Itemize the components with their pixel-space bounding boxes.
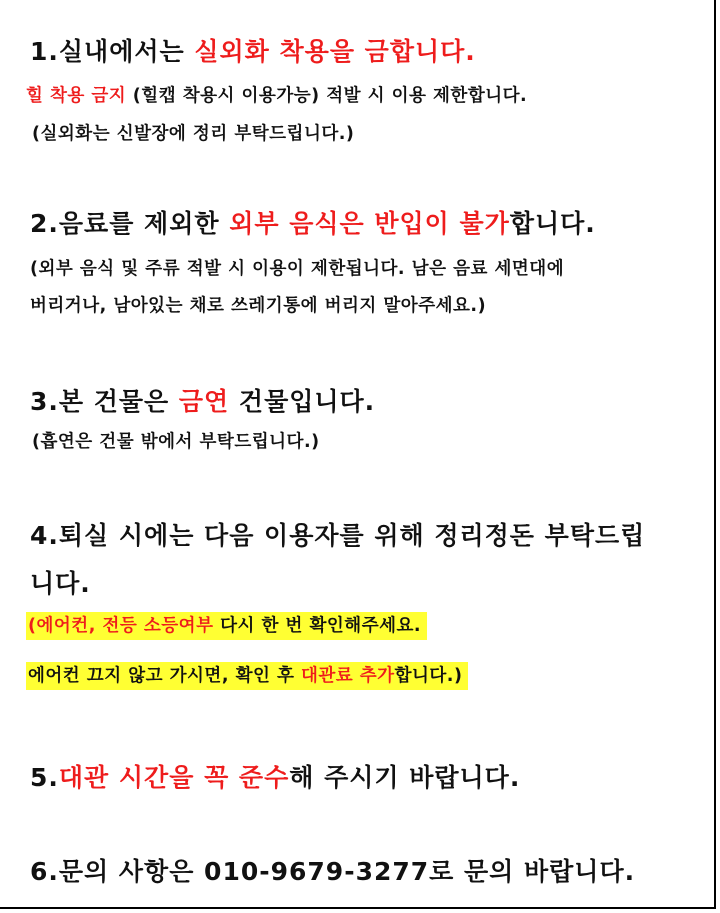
- rule-4-detail-1: [26, 612, 427, 637]
- rule-1-title: [30, 32, 476, 68]
- rule-4-title-line-2: 니다.: [30, 569, 91, 598]
- rule-5-title: [30, 758, 520, 794]
- rule-5-suffix: 해 주시기 바랍니다.: [289, 763, 521, 792]
- rule-6-title: 6.문의 사항은 010-9679-3277로 문의 바랍니다.: [30, 857, 636, 886]
- rule-2-detail-2: 버리거나, 남아있는 채로 쓰레기통에 버리지 말아주세요.): [30, 296, 487, 316]
- rule-5-emphasis: 대관 시간을 꼭 준수: [58, 763, 290, 792]
- rule-3-note: (흡연은 건물 밖에서 부탁드립니다.): [32, 432, 320, 452]
- rule-1-detail: [26, 82, 527, 107]
- extra-fee-text: 대관료 추가: [300, 666, 395, 686]
- rule-3-suffix: 건물입니다.: [229, 387, 376, 416]
- rule-4-title-line-1: 4.퇴실 시에는 다음 이용자를 위해 정리정돈 부탁드립: [30, 521, 646, 550]
- rule-2-detail-1: (외부 음식 및 주류 적발 시 이용이 제한됩니다. 남은 음료 세면대에: [30, 259, 565, 279]
- rule-4-highlight-1: [26, 612, 427, 640]
- rule-1-note: (실외화는 신발장에 정리 부탁드립니다.): [32, 124, 355, 144]
- heel-ban-detail: (힐캡 착용시 이용가능) 적발 시 이용 제한합니다.: [126, 86, 528, 106]
- rule-3-title: [30, 382, 375, 418]
- rule-4-highlight-2: [26, 662, 468, 690]
- rule-2-number-text: 2.음료를 제외한: [30, 209, 230, 238]
- aircon-warning-suffix: 합니다.): [394, 666, 463, 686]
- aircon-light-check-text: (에어컨, 전등 소등여부: [28, 616, 214, 636]
- heel-ban-text: 힐 착용 금지: [26, 86, 127, 106]
- aircon-warning-text: 에어컨 끄지 않고 가시면, 확인 후: [28, 666, 301, 686]
- rule-2-emphasis: 외부 음식은 반입이 불가: [229, 209, 510, 238]
- rule-4-detail-2: [26, 662, 468, 687]
- rule-2-suffix: 합니다.: [509, 209, 596, 238]
- rule-5-number-text: 5.: [30, 763, 59, 792]
- rule-1-number-text: 1.실내에서는: [30, 37, 195, 66]
- aircon-light-check-detail: 다시 한 번 확인해주세요.: [213, 616, 422, 636]
- rule-3-emphasis: 금연: [178, 387, 230, 416]
- rule-1-emphasis: 실외화 착용을 금합니다.: [194, 37, 476, 66]
- rule-2-title: [30, 204, 596, 240]
- rule-3-number-text: 3.본 건물은: [30, 387, 179, 416]
